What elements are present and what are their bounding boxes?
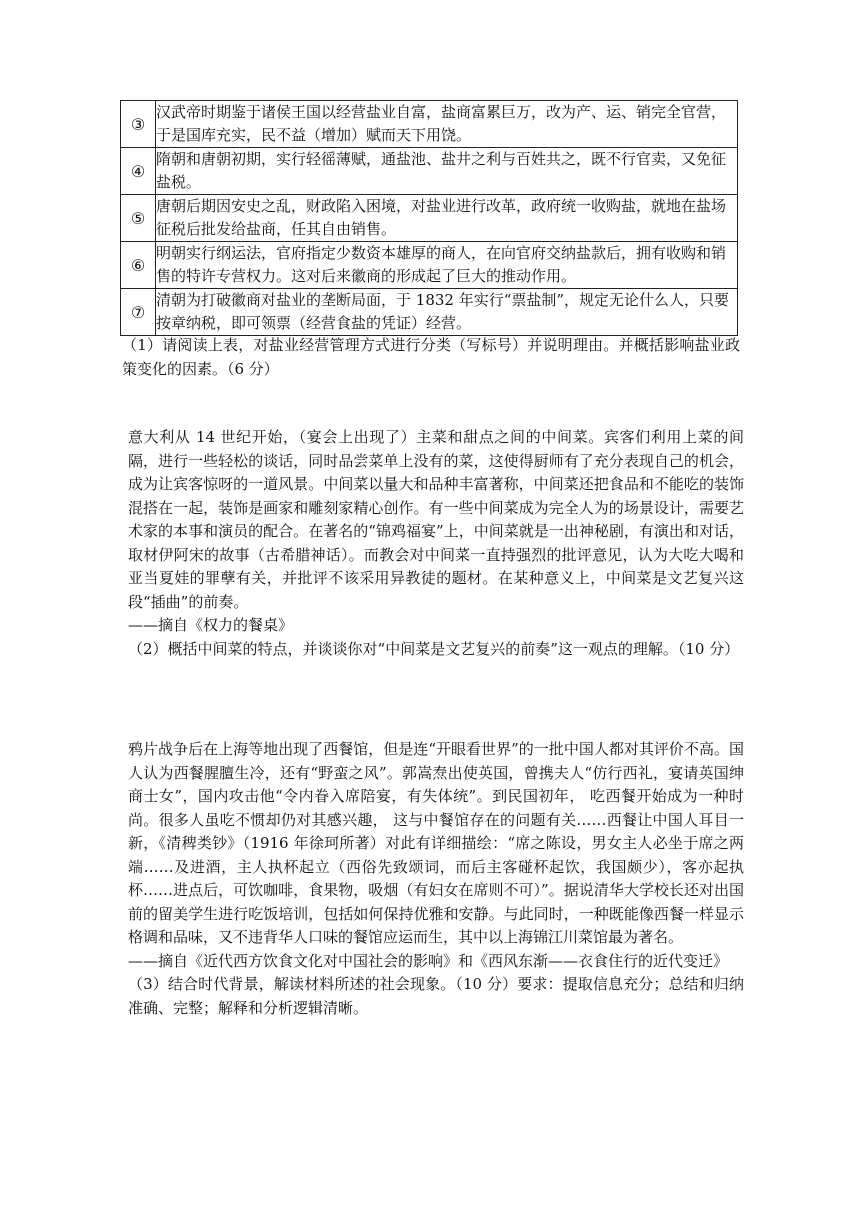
question-1-block bbox=[122, 334, 740, 381]
row-text: 汉武帝时期鉴于诸侯王国以经营盐业自富，盐商富累巨万，改为产、运、销完全官营，于是国库充实，民不益（增加）赋而天下用饶。 bbox=[156, 101, 738, 148]
passage-3-block bbox=[128, 738, 744, 1020]
table-row bbox=[121, 242, 738, 289]
passage-2-source: ——摘自《权力的餐桌》 bbox=[128, 616, 294, 634]
row-text: 明朝实行纲运法，官府指定少数资本雄厚的商人，在向官府交纳盐款后，拥有收购和销售的特许专营权力。这对后来徽商的形成起了巨大的推动作用。 bbox=[156, 242, 738, 289]
passage-2-block bbox=[128, 426, 744, 661]
row-number: ⑤ bbox=[121, 195, 156, 242]
table-row bbox=[121, 195, 738, 242]
table-row bbox=[121, 289, 738, 336]
table-row bbox=[121, 101, 738, 148]
row-number: ④ bbox=[121, 148, 156, 195]
row-text: 隋朝和唐朝初期，实行轻徭薄赋，通盐池、盐井之利与百姓共之，既不行官卖，又免征盐税。 bbox=[156, 148, 738, 195]
row-text: 清朝为打破徽商对盐业的垄断局面，于 1832 年实行“票盐制”，规定无论什么人，只要按章纳税，即可领票（经营食盐的凭证）经营。 bbox=[156, 289, 738, 336]
row-text: 唐朝后期因安史之乱，财政陷入困境，对盐业进行改革，政府统一收购盐，就地在盐场征税后批发给盐商，任其自由销售。 bbox=[156, 195, 738, 242]
passage-3-text: 鸦片战争后在上海等地出现了西餐馆，但是连“开眼看世界”的一批中国人都对其评价不高。国人认为西餐腥膻生冷，还有“野蛮之风”。郭嵩焘出使英国，曾携夫人“仿行西礼，宴请英国绅商士女”，国内攻击他“令内眷入席陪宴，有失体统”。到民国初年， 吃西餐开始成为一种时尚。很多人虽吃不惯却仍对其感兴趣， 这与中餐馆存在的问题有关……西餐让中国人耳目一新，《清稗类钞》（1916 年徐珂所著）对此有详细描绘：“席之陈设，男女主人必坐于席之两端……及进酒，主人执杯起立（西俗先致颂词，而后主客碰杯起饮，我国颇少），客亦起执杯……进点后，可饮咖啡，食果物，吸烟（有妇女在席则不可）”。据说清华大学校长还对出国前的留美学生进行吃饭培训，包括如何保持优雅和安静。与此同时，一种既能像西餐一样显示格调和品味，又不违背华人口味的餐馆应运而生，其中以上海锦江川菜馆最为著名。 bbox=[128, 740, 744, 946]
question-1: （1）请阅读上表，对盐业经营管理方式进行分类（写标号）并说明理由。并概括影响盐业政策变化的因素。（6 分） bbox=[122, 336, 740, 378]
question-2: （2）概括中间菜的特点，并谈谈你对“中间菜是文艺复兴的前奏”这一观点的理解。（10 分） bbox=[128, 639, 740, 658]
passage-3-source: ——摘自《近代西方饮食文化对中国社会的影响》和《西风东渐——衣食住行的近代变迁》 bbox=[128, 951, 729, 970]
question-3: （3）结合时代背景，解读材料所述的社会现象。（10 分）要求：提取信息充分；总结和归纳准确、完整；解释和分析逻辑清晰。 bbox=[128, 975, 744, 1017]
row-number: ③ bbox=[121, 101, 156, 148]
row-number: ⑥ bbox=[121, 242, 156, 289]
salt-policy-table bbox=[120, 100, 738, 336]
passage-2-text: 意大利从 14 世纪开始，（宴会上出现了）主菜和甜点之间的中间菜。宾客们利用上菜的间隔，进行一些轻松的谈话，同时品尝菜单上没有的菜，这使得厨师有了充分表现自己的机会，成为让宾客惊呀的一道风景。中间菜以量大和品种丰富著称，中间菜还把食品和不能吃的装饰混搭在一起，装饰是画家和雕刻家精心创作。有一些中间菜成为完全人为的场景设计，需要艺术家的本事和演员的配合。在著名的“锦鸡福宴”上，中间菜就是一出神秘剧，有演出和对话，取材伊阿宋的故事（古希腊神话）。而教会对中间菜一直持强烈的批评意见，认为大吃大喝和亚当夏娃的罪孽有关，并批评不该采用异教徒的题材。在某种意义上，中间菜是文艺复兴这段“插曲”的前奏。 bbox=[128, 428, 744, 611]
table-row bbox=[121, 148, 738, 195]
row-number: ⑦ bbox=[121, 289, 156, 336]
